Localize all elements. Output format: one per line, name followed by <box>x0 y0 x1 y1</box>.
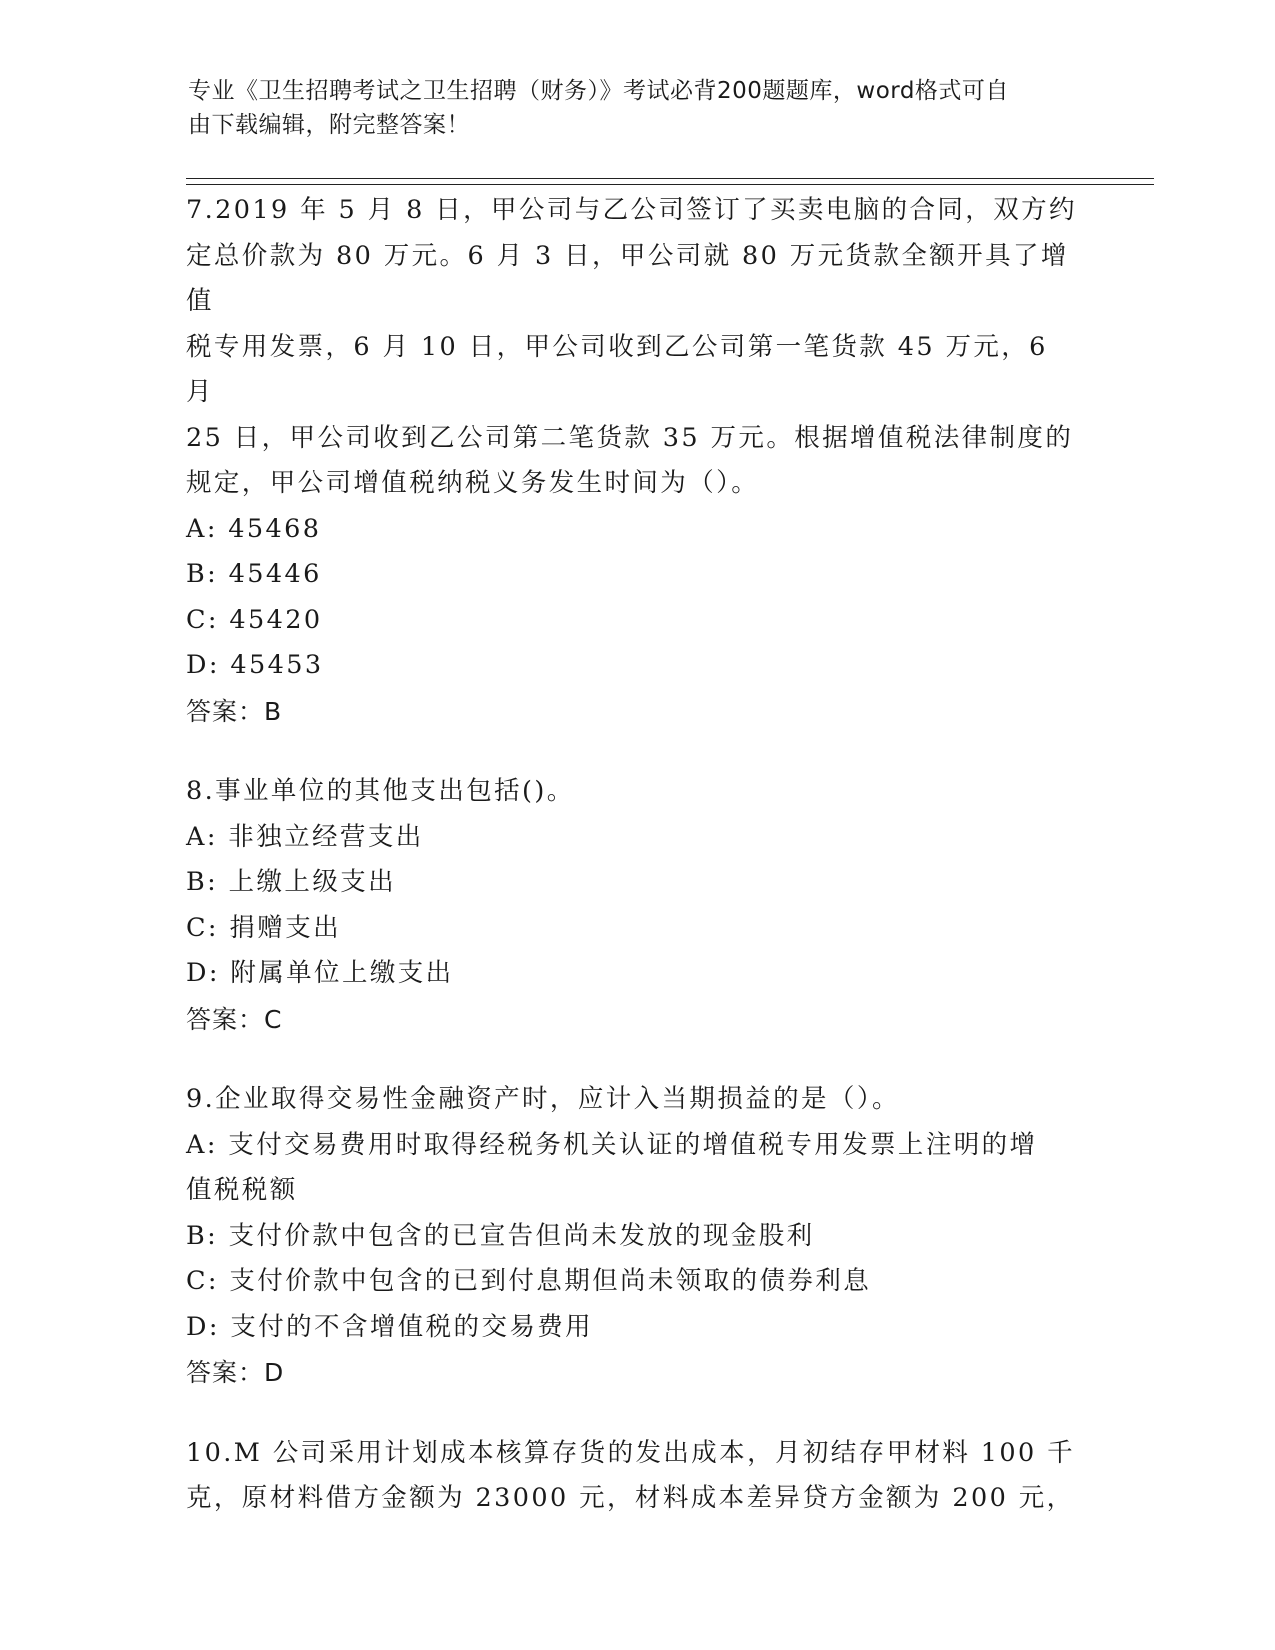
question-9-option-a-cont: 值税税额 <box>186 1175 298 1205</box>
question-10-line-1: 10.M 公司采用计划成本核算存货的发出成本，月初结存甲材料 100 千 <box>186 1437 1076 1468</box>
question-9-option-b: B: 支付价款中包含的已宣告但尚未发放的现金股利 <box>186 1220 815 1251</box>
question-7-line-1: 7.2019 年 5 月 8 日，甲公司与乙公司签订了买卖电脑的合同，双方约 <box>186 195 1077 225</box>
question-9 <box>186 1077 1086 1396</box>
question-list <box>186 188 1086 1522</box>
question-10 <box>186 1431 1086 1522</box>
question-7-line-3: 税专用发票，6 月 10 日，甲公司收到乙公司第一笔货款 45 万元，6 月 <box>186 331 1048 407</box>
spacer <box>186 1042 1086 1077</box>
header-line-1: 专业《卫生招聘考试之卫生招聘（财务）》考试必背200题题库，word格式可自 <box>188 78 1009 104</box>
question-8-line-1: 8.事业单位的其他支出包括()。 <box>186 776 575 806</box>
spacer <box>186 1396 1086 1431</box>
question-7-line-2: 定总价款为 80 万元。6 月 3 日，甲公司就 80 万元货款全额开具了增值 <box>186 240 1069 316</box>
question-7-option-b: B: 45446 <box>186 559 322 589</box>
question-10-line-2: 克，原材料借方金额为 23000 元，材料成本差异贷方金额为 200 元， <box>186 1483 1075 1513</box>
question-9-option-a: A: 支付交易费用时取得经税务机关认证的增值税专用发票上注明的增 <box>186 1129 1038 1160</box>
question-7-option-a: A: 45468 <box>186 513 322 544</box>
question-9-answer: 答案：D <box>186 1358 285 1387</box>
document-header <box>188 74 1088 142</box>
header-divider-top <box>186 178 1154 179</box>
question-7-answer: 答案：B <box>186 696 283 726</box>
question-8-option-a: A: 非独立经营支出 <box>186 821 424 852</box>
question-8-option-b: B: 上缴上级支出 <box>186 867 397 897</box>
question-7-option-d: D: 45453 <box>186 650 324 680</box>
question-8-option-c: C: 捐赠支出 <box>186 912 342 943</box>
question-8-option-d: D: 附属单位上缴支出 <box>186 958 454 988</box>
question-7-line-5: 规定，甲公司增值税纳税义务发生时间为（）。 <box>186 468 760 498</box>
spacer <box>186 734 1086 769</box>
header-divider-bottom <box>186 184 1154 185</box>
header-line-2: 由下载编辑，附完整答案！ <box>188 112 470 138</box>
question-8-answer: 答案：C <box>186 1004 283 1034</box>
question-9-line-1: 9.企业取得交易性金融资产时，应计入当期损益的是（）。 <box>186 1084 900 1114</box>
question-7 <box>186 188 1086 734</box>
question-7-option-c: C: 45420 <box>186 604 323 635</box>
question-8 <box>186 769 1086 1042</box>
question-7-line-4: 25 日，甲公司收到乙公司第二笔货款 35 万元。根据增值税法律制度的 <box>186 422 1074 453</box>
question-9-option-d: D: 支付的不含增值税的交易费用 <box>186 1311 594 1342</box>
question-9-option-c: C: 支付价款中包含的已到付息期但尚未领取的债券利息 <box>186 1266 872 1296</box>
